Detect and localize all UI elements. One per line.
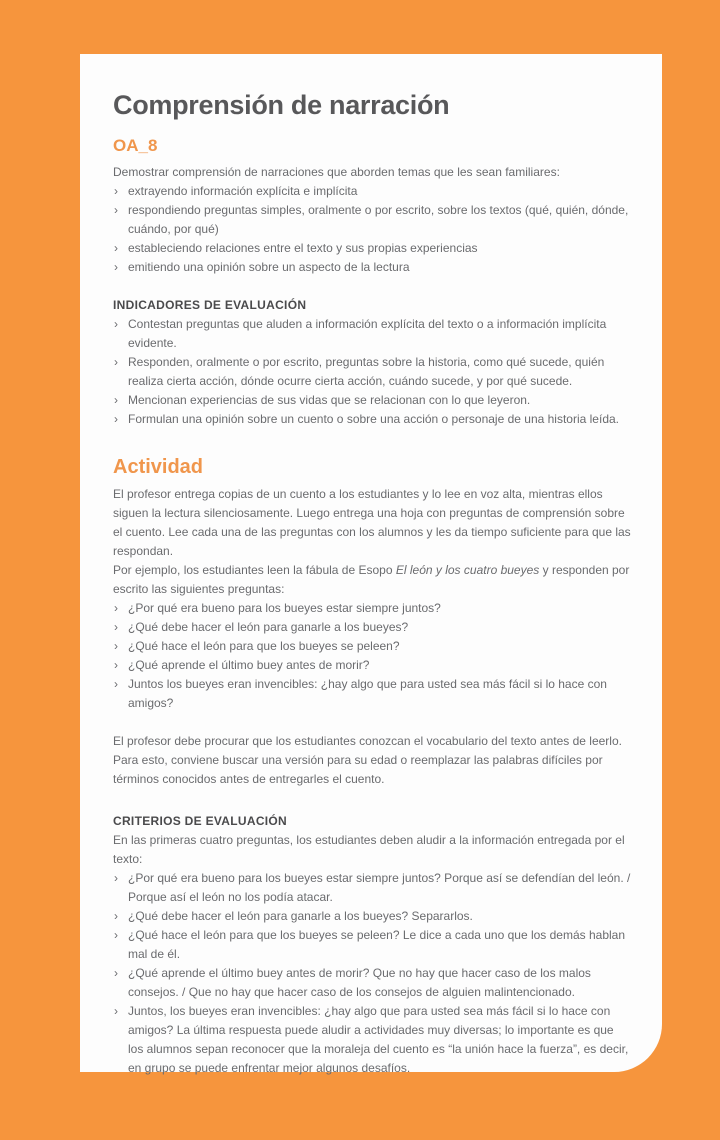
chevron-bullet-icon: ›	[114, 909, 118, 923]
bullet-item	[113, 907, 631, 926]
bullet-text: ¿Por qué era bueno para los bueyes estar siempre juntos? Porque así se defendían del león. / Porque así el león no los podía atacar.	[128, 871, 631, 904]
bullet-item	[113, 964, 631, 1002]
chevron-bullet-icon: ›	[114, 658, 118, 672]
chevron-bullet-icon: ›	[114, 639, 118, 653]
bullet-item	[113, 258, 631, 277]
bullet-text: Juntos, los bueyes eran invencibles: ¿hay algo que para usted sea más fácil si lo hace con amigos? La última respuesta puede aludir a actividades muy diversas; lo importante es que los alumnos sepan reconocer que la moraleja del cuento es “la unión hace la fuerza”, es decir, en grupo se puede enfrentar mejor algunos desafíos.	[128, 1004, 629, 1075]
oa8-intro: Demostrar comprensión de narraciones que aborden temas que les sean familiares:	[113, 165, 560, 179]
bullet-text: Mencionan experiencias de sus vidas que se relacionan con lo que leyeron.	[128, 393, 531, 407]
bullet-text: respondiendo preguntas simples, oralmente o por escrito, sobre los textos (qué, quién, dónde, cuándo, por qué)	[128, 203, 629, 236]
bullet-item	[113, 926, 631, 964]
bullet-item	[113, 353, 631, 391]
actividad-note-paragraph: El profesor debe procurar que los estudiantes conozcan el vocabulario del texto antes de leerlo. Para esto, conviene buscar una versión para su edad o reemplazar las palabras difíciles por términos conocidos antes de entregarles el cuento.	[113, 734, 622, 786]
bullet-item	[113, 239, 631, 258]
bullet-item	[113, 182, 631, 201]
bullet-text: ¿Qué debe hacer el león para ganarle a los bueyes? Separarlos.	[128, 909, 473, 923]
chevron-bullet-icon: ›	[114, 355, 118, 369]
chevron-bullet-icon: ›	[114, 871, 118, 885]
bullet-text: emitiendo una opinión sobre un aspecto de la lectura	[128, 260, 410, 274]
bullet-item	[113, 1002, 631, 1078]
criterios-intro: En las primeras cuatro preguntas, los estudiantes deben aludir a la información entregada por el texto:	[113, 833, 625, 866]
chevron-bullet-icon: ›	[114, 412, 118, 426]
chevron-bullet-icon: ›	[114, 601, 118, 615]
actividad-paragraph-1: El profesor entrega copias de un cuento a los estudiantes y lo lee en voz alta, mientras ellos siguen la lectura silenciosamente. Luego entrega una hoja con preguntas de comprensión sobre el cuento. Lee cada una de las preguntas con los alumnos y les da tiempo suficiente para que las respondan.	[113, 487, 631, 558]
bullet-text: ¿Qué hace el león para que los bueyes se peleen? Le dice a cada uno que los demás hablan mal de él.	[128, 928, 626, 961]
paragraph-text: y responden por escrito las siguientes preguntas:	[113, 563, 630, 596]
bullet-item	[113, 201, 631, 239]
criterios-answer-list	[113, 869, 631, 1078]
indicadores-bullet-list	[113, 315, 631, 429]
chevron-bullet-icon: ›	[114, 928, 118, 942]
chevron-bullet-icon: ›	[114, 184, 118, 198]
chevron-bullet-icon: ›	[114, 317, 118, 331]
chevron-bullet-icon: ›	[114, 203, 118, 217]
bullet-item	[113, 656, 631, 675]
actividad-paragraph-2	[113, 561, 631, 599]
chevron-bullet-icon: ›	[114, 620, 118, 634]
actividad-heading: Actividad	[113, 456, 204, 478]
bullet-text: Contestan preguntas que aluden a información explícita del texto o a información implícita evidente.	[128, 317, 607, 350]
bullet-item	[113, 391, 631, 410]
bullet-text: Responden, oralmente o por escrito, preguntas sobre la historia, como qué sucede, quién realiza cierta acción, dónde ocurre cierta acción, cuándo sucede, y por qué sucede.	[128, 355, 605, 388]
chevron-bullet-icon: ›	[114, 241, 118, 255]
chevron-bullet-icon: ›	[114, 393, 118, 407]
chevron-bullet-icon: ›	[114, 677, 118, 691]
bullet-text: Formulan una opinión sobre un cuento o sobre una acción o personaje de una historia leída.	[128, 412, 619, 426]
bullet-item	[113, 315, 631, 353]
chevron-bullet-icon: ›	[114, 1004, 118, 1018]
bullet-item	[113, 410, 631, 429]
chevron-bullet-icon: ›	[114, 260, 118, 274]
bullet-item	[113, 618, 631, 637]
bullet-item	[113, 869, 631, 907]
page-title: Comprensión de narración	[113, 90, 450, 120]
criterios-heading: CRITERIOS DE EVALUACIÓN	[113, 814, 288, 828]
bullet-text: ¿Qué aprende el último buey antes de morir? Que no hay que hacer caso de los malos consejos. / Que no hay que hacer caso de los consejos de alguien malintencionado.	[128, 966, 591, 999]
paragraph-text: Por ejemplo, los estudiantes leen la fábula de Esopo	[113, 563, 396, 577]
bullet-item	[113, 675, 631, 713]
bullet-text: ¿Por qué era bueno para los bueyes estar siempre juntos?	[128, 601, 441, 615]
bullet-item	[113, 637, 631, 656]
fable-title-italic: El león y los cuatro bueyes	[395, 563, 540, 577]
bullet-item	[113, 599, 631, 618]
indicadores-heading: INDICADORES DE EVALUACIÓN	[113, 298, 307, 312]
actividad-question-list	[113, 599, 631, 713]
chevron-bullet-icon: ›	[114, 966, 118, 980]
oa8-heading: OA_8	[113, 136, 158, 155]
bullet-text: ¿Qué aprende el último buey antes de morir?	[128, 658, 370, 672]
bullet-text: Juntos los bueyes eran invencibles: ¿hay algo que para usted sea más fácil si lo hace con amigos?	[128, 677, 607, 710]
bullet-text: estableciendo relaciones entre el texto y sus propias experiencias	[128, 241, 478, 255]
bullet-text: ¿Qué debe hacer el león para ganarle a los bueyes?	[128, 620, 409, 634]
bullet-text: extrayendo información explícita e implícita	[128, 184, 358, 198]
oa8-bullet-list	[113, 182, 631, 277]
document-sheet	[80, 54, 662, 1075]
bullet-text: ¿Qué hace el león para que los bueyes se peleen?	[128, 639, 400, 653]
